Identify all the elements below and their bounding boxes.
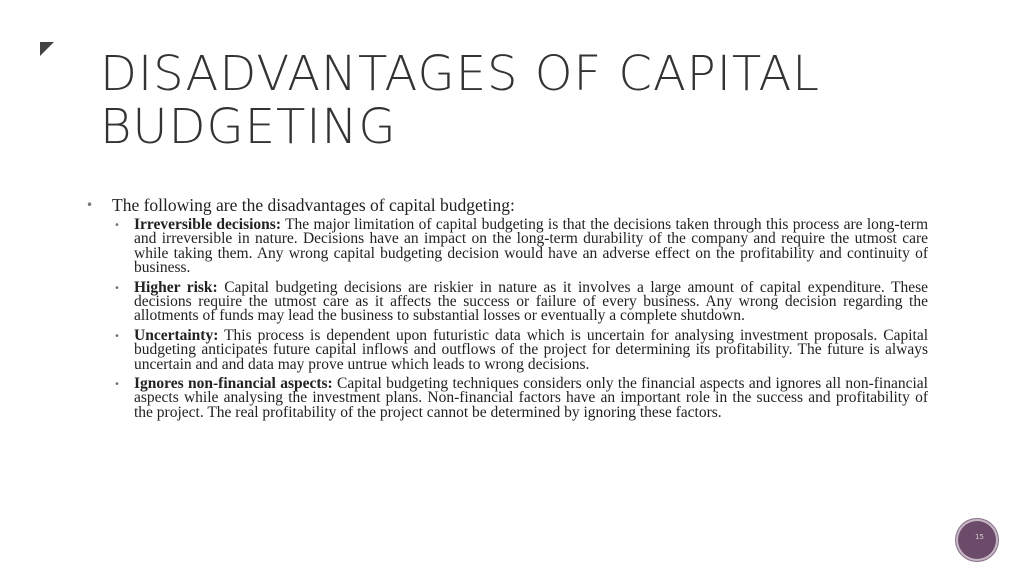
point-heading: Ignores non-financial aspects: (134, 375, 333, 393)
point-text: Capital budgeting decisions are riskier in nature as it involves a large amount of capital expenditure. These decisions require the utmost care as it affects the success or failure of every business. Any wrong decision regarding the allotments of funds may lead the business to substantial losses or eventually a complete shutdown. (134, 278, 928, 325)
bullet-icon: • (114, 330, 120, 342)
point-heading: Uncertainty: (134, 326, 219, 344)
corner-accent-mark (40, 42, 54, 56)
point-heading: Irreversible decisions: (134, 216, 281, 233)
bullet-icon: • (114, 379, 120, 391)
point-text: Capital budgeting techniques considers only the financial aspects and ignores all non-financial aspects while analysing the investment plans. Non-financial factors have an important role in the success and profitability of the project. The real profitability of the project cannot be determined by ignoring these factors. (134, 375, 928, 421)
list-item-irreversible-decisions (114, 216, 928, 277)
bullet-icon: • (86, 198, 94, 212)
point-text: The major limitation of capital budgeting is that the decisions taken through this process are long-term and irreversible in nature. Decisions have an impact on the long-term durability of the company and require the utmost care while taking them. Any wrong capital budgeting decision would have an adverse effect on the profitability and continuity of business. (134, 216, 928, 277)
slide-title: DISADVANTAGES OF CAPITAL BUDGETING (100, 46, 821, 155)
circle-logo-icon (958, 521, 996, 559)
slide-body (86, 196, 928, 425)
point-heading: Higher risk: (134, 278, 218, 296)
disadvantages-list (86, 218, 928, 420)
list-item-ignores-non-financial-aspects (114, 375, 928, 421)
intro-text: The following are the disadvantages of capital budgeting: (112, 195, 515, 215)
intro-line (86, 196, 928, 215)
bullet-icon: • (114, 220, 120, 231)
list-item-uncertainty (114, 326, 928, 373)
bullet-icon: • (114, 282, 120, 294)
list-item-higher-risk (114, 278, 928, 325)
point-text: This process is dependent upon futuristic data which is uncertain for analysing investment proposals. Capital budgeting anticipates future capital inflows and outflows of the project for determining its profitability. The future is always uncertain and and data may prove untrue which leads to wrong decisions. (134, 326, 928, 373)
logo-text: 15 (975, 533, 984, 541)
